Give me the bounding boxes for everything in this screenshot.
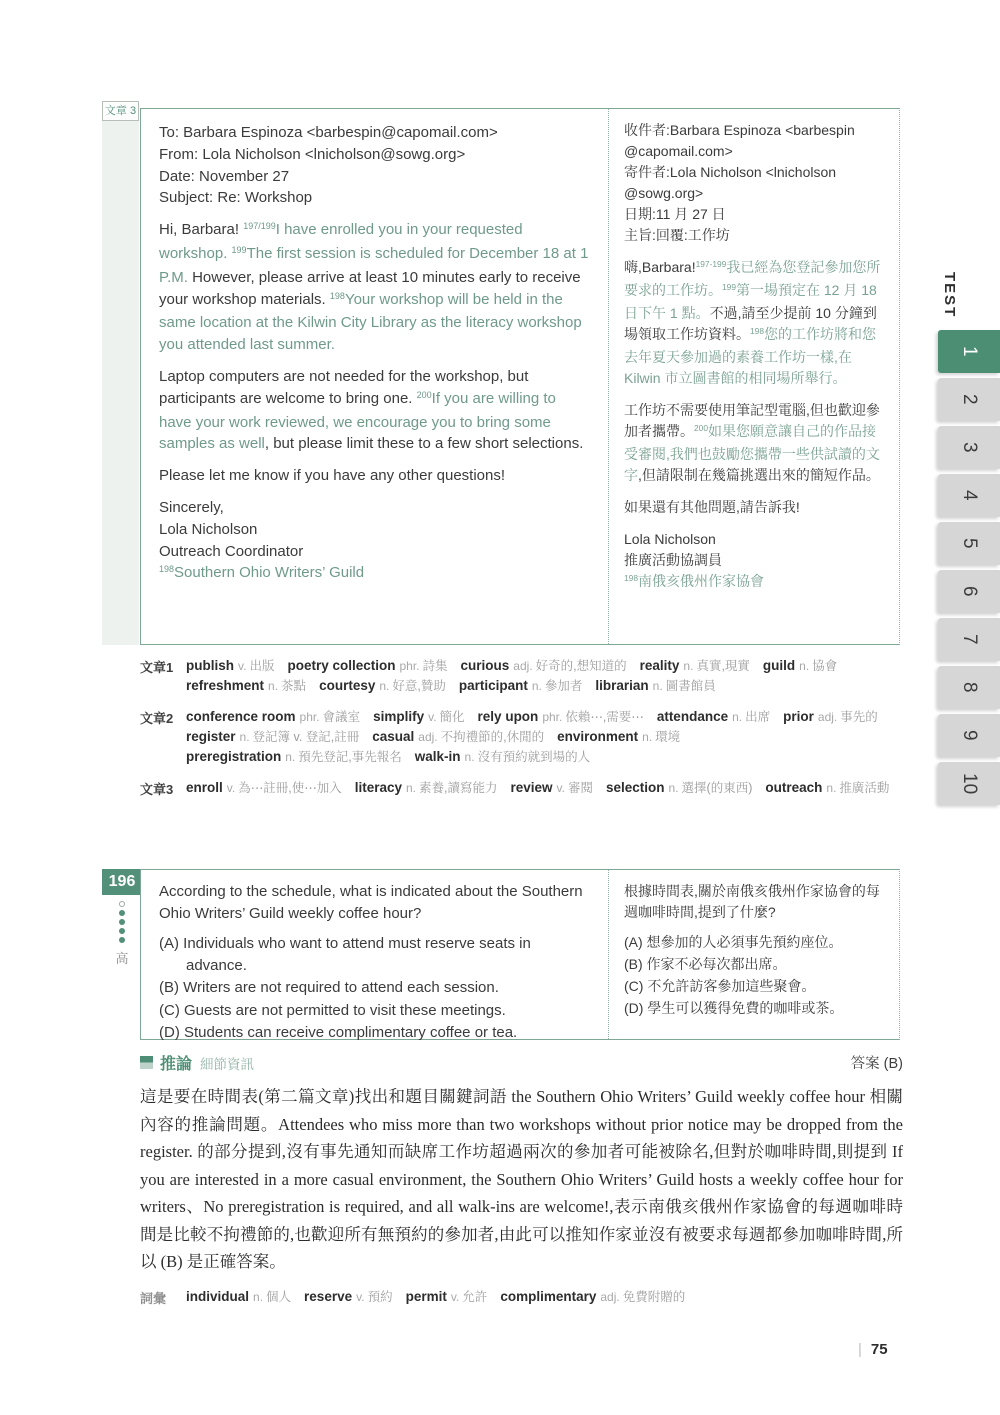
tab-test-10[interactable]: 10 <box>938 762 1000 805</box>
vocab-entry: guild n. 協會 <box>762 658 838 673</box>
vocab-row-article-3 <box>140 778 908 798</box>
vocab-row-label: 文章1 <box>140 660 174 675</box>
text-line: Lola Nicholson <box>159 520 258 538</box>
email-paragraph-3-en: Please let me know if you have any other questions! <box>159 467 506 485</box>
vocab-entry: individual n. 個人 <box>186 1288 292 1304</box>
vocab-entry: attendance n. 出席 <box>656 709 771 724</box>
vocab-entry: preregistration n. 預先登記,事先報名 <box>186 749 402 764</box>
vocab-entry: register n. 登記簿 v. 登記,註冊 <box>186 729 360 744</box>
text-line: (A) Individuals who want to attend must reserve seats in advance. <box>159 935 531 974</box>
page-number <box>858 1341 888 1358</box>
text-line: (C) 不允許訪客參加這些聚會。 <box>624 978 816 994</box>
vocab-entry: casual adj. 不拘禮節的,休閒的 <box>372 729 545 744</box>
text-line: Date: November 27 <box>159 167 290 185</box>
text-line: 收件者:Barbara Espinoza <barbespin <box>624 122 855 138</box>
tab-test-7[interactable]: 7 <box>938 618 1000 661</box>
page-number-separator: | <box>858 1341 862 1358</box>
vocab-entry: environment n. 環境 <box>557 729 681 744</box>
vocab-entry: reserve v. 預約 <box>304 1288 393 1304</box>
text-line: (C) Guests are not permitted to visit these meetings. <box>159 1001 506 1019</box>
email-paragraph-2-en: Laptop computers are not needed for the workshop, but participants are welcome to bring one. $^{200}$If you are willing to have your work reviewed, we encourage you to bring some samples as well, but please limit these to a few short selections. <box>159 367 584 453</box>
vocab-entry: participant n. 參加者 <box>458 678 583 693</box>
vocab-entry: simplify v. 簡化 <box>373 709 465 724</box>
explanation-body: 這是要在時間表(第二篇文章)找出和題目關鍵詞語 the Southern Ohio Writers’ Guild weekly coffee hour 相關內容的推論問題。Attendees who miss more than two workshops without prior notice may be dropped from the register. 的部分提到,沒有事先通知而缺席工作坊超過兩次的參加者可能被除名,但對於咖啡時間,則提到 If you are interested in a more casual environment, the Southern Ohio Writers’ Guild hosts a weekly coffee hour for writers、No preregistration is required, and all walk-ins are welcome!,表示南俄亥俄州作家協會的每週咖啡時間是比較不拘禮節的,也歡迎所有無預約的參加者,由此可以推知作家並沒有被要求每週都參加咖啡時間,所以 (B) 是正確答案。 <box>140 1087 903 1271</box>
difficulty-label: 高 <box>115 951 129 966</box>
question-text-zh: 根據時間表,關於南俄亥俄州作家協會的每週咖啡時間,提到了什麼? <box>624 883 880 920</box>
test-section-label: TEST <box>941 272 958 319</box>
vocab-entry: refreshment n. 茶點 <box>186 678 307 693</box>
email-paragraph-3-zh: 如果還有其他問題,請告訴我! <box>624 499 800 515</box>
question-options-en <box>159 933 592 1044</box>
text-line: (D) 學生可以獲得免費的咖啡或茶。 <box>624 1000 844 1016</box>
vocab-row-article-2 <box>140 707 908 767</box>
tab-test-3[interactable]: 3 <box>938 426 1000 469</box>
vocab-entry: librarian n. 圖書館員 <box>595 678 716 693</box>
vocab-entry: curious adj. 好奇的,想知道的 <box>460 658 627 673</box>
tab-test-4[interactable]: 4 <box>938 474 1000 517</box>
text-line: 日期:11 月 27 日 <box>624 206 726 222</box>
text-line: @sowg.org> <box>624 185 704 201</box>
vocab-entry: prior adj. 事先的 <box>783 709 878 724</box>
vocab-entry: review v. 審閱 <box>510 780 593 795</box>
vocab-entries <box>186 707 908 767</box>
email-closing-en <box>159 497 592 586</box>
vocab-entry: outreach n. 推廣活動 <box>765 780 890 795</box>
glossary-row <box>140 1287 903 1307</box>
text-line: From: Lola Nicholson <lnicholson@sowg.org> <box>159 145 466 163</box>
text-line: $^{198}$南俄亥俄州作家協會 <box>624 573 764 589</box>
vocab-entry: publish v. 出版 <box>186 658 275 673</box>
tab-test-5[interactable]: 5 <box>938 522 1000 565</box>
vocab-entry: poetry collection phr. 詩集 <box>287 658 448 673</box>
answer-label: 答案 (B) <box>850 1056 903 1072</box>
difficulty-dot <box>119 928 125 934</box>
question-difficulty-meter <box>102 901 142 967</box>
text-line: (B) 作家不必每次都出席。 <box>624 956 787 972</box>
difficulty-dot-hollow <box>119 901 125 907</box>
question-text-en: According to the schedule, what is indicated about the Southern Ohio Writers’ Guild weekly coffee hour? <box>159 883 583 922</box>
vocab-entry: reality n. 真實,現實 <box>639 658 750 673</box>
vocab-entry: enroll v. 為⋯註冊,使⋯加入 <box>186 780 342 795</box>
vocab-entries <box>186 778 908 798</box>
text-line: (A) 想參加的人必須事先預約座位。 <box>624 934 843 950</box>
text-line: Outreach Coordinator <box>159 542 304 560</box>
email-english-column <box>141 109 608 644</box>
vocab-entry: permit v. 允許 <box>405 1288 488 1304</box>
glossary-label: 詞彙 <box>140 1290 167 1306</box>
vocab-entry: conference room phr. 會議室 <box>186 709 361 724</box>
vocab-entry: literacy n. 素養,讀寫能力 <box>354 780 498 795</box>
vocabulary-section <box>140 656 908 809</box>
glossary-entries <box>186 1287 903 1307</box>
email-header-en <box>159 122 592 209</box>
vocab-entry: selection n. 選擇(的東西) <box>606 780 753 795</box>
text-line: 推廣活動協調員 <box>624 552 722 568</box>
section-marker-icon <box>140 1056 153 1069</box>
question-box <box>140 869 900 1040</box>
text-line: (D) Students can receive complimentary coffee or tea. <box>159 1024 518 1041</box>
question-english-column <box>141 870 608 1039</box>
vocab-row-label: 文章2 <box>140 711 174 726</box>
text-line: 主旨:回覆:工作坊 <box>624 227 730 243</box>
text-line: Lola Nicholson <box>624 531 716 547</box>
tab-test-6[interactable]: 6 <box>938 570 1000 613</box>
text-line: @capomail.com> <box>624 143 733 159</box>
tab-test-9[interactable]: 9 <box>938 714 1000 757</box>
explanation-section <box>140 1051 903 1307</box>
email-closing-zh <box>624 529 885 594</box>
email-header-zh <box>624 120 885 246</box>
vocab-entry: rely upon phr. 依賴⋯,需要⋯ <box>477 709 644 724</box>
vocab-entry: walk-in n. 沒有預約就到場的人 <box>414 749 591 764</box>
text-line: (B) Writers are not required to attend each session. <box>159 979 499 996</box>
email-chinese-column <box>608 109 899 644</box>
tab-test-1[interactable]: 1 <box>938 330 1000 373</box>
email-passage-box <box>140 108 900 645</box>
question-subtype-label: 細節資訊 <box>200 1056 255 1072</box>
vocab-row-label: 文章3 <box>140 782 174 797</box>
text-line: To: Barbara Espinoza <barbespin@capomail.com> <box>159 124 498 141</box>
text-line: Subject: Re: Workshop <box>159 189 313 207</box>
text-line: Sincerely, <box>159 498 224 516</box>
page-number-value: 75 <box>870 1341 888 1358</box>
difficulty-dot <box>119 919 125 925</box>
explanation-header <box>140 1051 903 1074</box>
vocab-row-article-1 <box>140 656 908 696</box>
question-number-badge: 196 <box>102 869 142 895</box>
text-line: 寄件者:Lola Nicholson <lnicholson <box>624 164 837 180</box>
article-3-strip <box>102 101 139 645</box>
email-paragraph-1-zh: 嗨,Barbara!$^{197-199}$我已經為您登記參加您所要求的工作坊。$^{199}$第一場預定在 12 月 18 日下午 1 點。不過,請至少提前 10 分鐘到場領取工作坊資料。$^{198}$您的工作坊將和您去年夏天參加過的素養工作坊一樣,在 Kilwin 市立圖書館的相同場所舉行。 <box>624 259 881 386</box>
vocab-entries <box>186 656 908 696</box>
email-paragraph-1-en: Hi, Barbara! $^{197/199}$I have enrolled you in your requested workshop. $^{199}$The first session is scheduled for December 18 at 1 P.M. However, please arrive at least 10 minutes early to receive your workshop materials. $^{198}$Your workshop will be held in the same location at the Kilwin City Library as the literacy workshop you attended last summer. <box>159 221 589 354</box>
email-paragraph-2-zh: 工作坊不需要使用筆記型電腦,但也歡迎參加者攜帶。$^{200}$如果您願意讓自己的作品接受審閱,我們也鼓勵您攜帶一些供試讀的文字,但請限制在幾篇挑選出來的簡短作品。 <box>624 402 880 483</box>
question-chinese-column <box>608 870 899 1039</box>
difficulty-dot <box>119 910 125 916</box>
question-type-label: 推論 <box>160 1056 193 1073</box>
question-options-zh <box>624 932 885 1019</box>
vocab-entry: complimentary adj. 免費附贈的 <box>500 1288 686 1304</box>
tab-test-2[interactable]: 2 <box>938 378 1000 421</box>
difficulty-dot <box>119 937 125 943</box>
vocab-entry: courtesy n. 好意,贊助 <box>319 678 446 693</box>
test-tab-bar <box>938 330 1000 810</box>
tab-test-8[interactable]: 8 <box>938 666 1000 709</box>
text-line: $^{198}$Southern Ohio Writers’ Guild <box>159 564 365 582</box>
article-3-label: 文章 3 <box>102 101 139 121</box>
